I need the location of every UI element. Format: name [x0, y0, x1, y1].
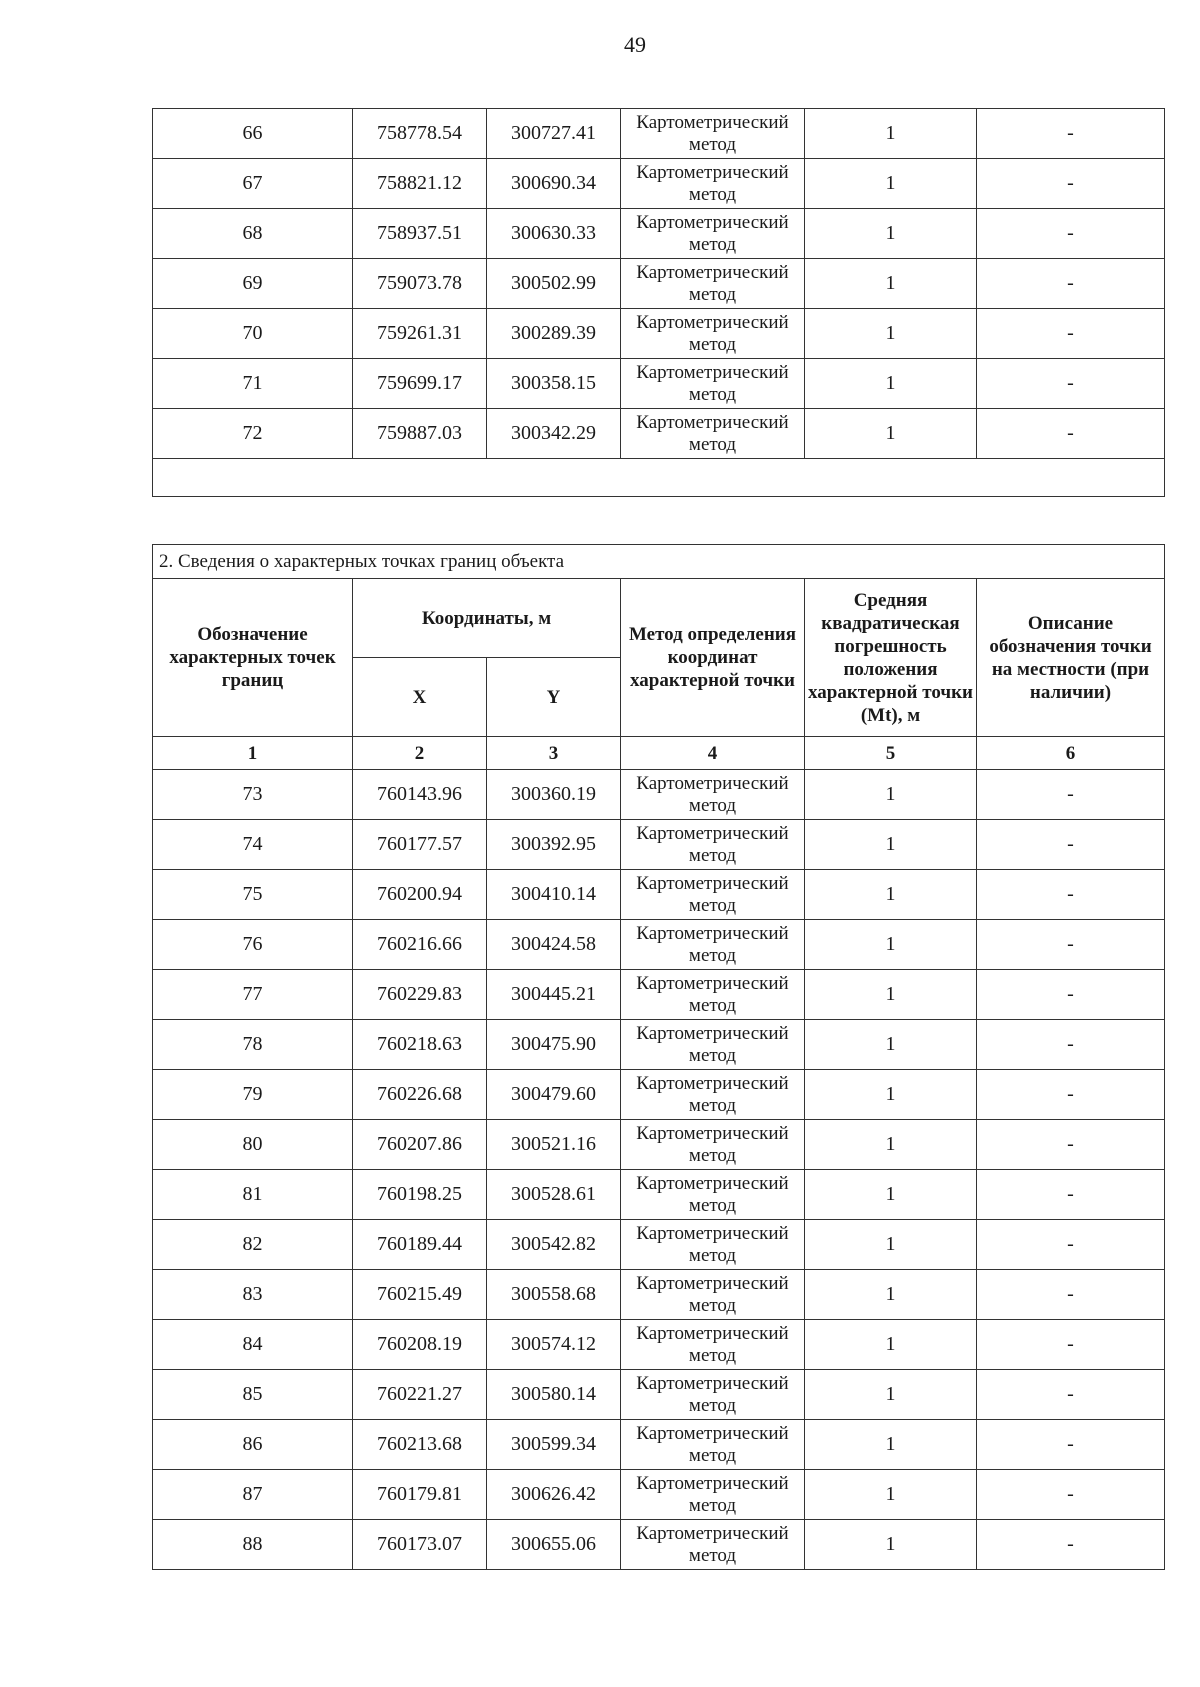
point-number: 79	[153, 1070, 353, 1120]
method-cell	[621, 770, 805, 820]
header-accuracy: Средняя квадратическая погрешность положения характерной точки (Mt), м	[805, 579, 977, 737]
coord-x: 760177.57	[353, 820, 487, 870]
coord-x: 760221.27	[353, 1370, 487, 1420]
table-row	[153, 1370, 1165, 1420]
table-row	[153, 1170, 1165, 1220]
method-cell	[621, 359, 805, 409]
header-description: Описание обозначения точки на местности (при наличии)	[977, 579, 1165, 737]
coord-x: 760216.66	[353, 920, 487, 970]
point-number: 77	[153, 970, 353, 1020]
coord-y: 300574.12	[487, 1320, 621, 1370]
table-row	[153, 1120, 1165, 1170]
coord-x: 760198.25	[353, 1170, 487, 1220]
description-value: -	[977, 1370, 1165, 1420]
accuracy-value: 1	[805, 409, 977, 459]
header-x: X	[353, 658, 487, 737]
point-number: 71	[153, 359, 353, 409]
method-text: метод	[688, 233, 737, 255]
empty-row	[153, 459, 1165, 497]
accuracy-value: 1	[805, 259, 977, 309]
point-number: 81	[153, 1170, 353, 1220]
table-row	[153, 209, 1165, 259]
accuracy-value: 1	[805, 159, 977, 209]
table-row	[153, 920, 1165, 970]
coord-y: 300558.68	[487, 1270, 621, 1320]
method-cell	[621, 1520, 805, 1570]
method-text: метод	[688, 1094, 737, 1116]
point-number: 87	[153, 1470, 353, 1520]
column-number: 5	[805, 737, 977, 770]
method-cell	[621, 970, 805, 1020]
method-cell	[621, 870, 805, 920]
method-cell	[621, 1370, 805, 1420]
coord-y: 300410.14	[487, 870, 621, 920]
coord-y: 300626.42	[487, 1470, 621, 1520]
point-number: 70	[153, 309, 353, 359]
coord-x: 760226.68	[353, 1070, 487, 1120]
method-text: Картометрический	[636, 1472, 789, 1494]
method-text: Картометрический	[636, 111, 789, 133]
method-cell	[621, 1470, 805, 1520]
coord-y: 300358.15	[487, 359, 621, 409]
point-number: 82	[153, 1220, 353, 1270]
description-value: -	[977, 770, 1165, 820]
table-row	[153, 109, 1165, 159]
method-text: метод	[688, 183, 737, 205]
coord-x: 759073.78	[353, 259, 487, 309]
method-cell	[621, 259, 805, 309]
points-table-continued	[152, 108, 1165, 497]
coord-x: 760173.07	[353, 1520, 487, 1570]
point-number: 84	[153, 1320, 353, 1370]
method-text: метод	[688, 133, 737, 155]
method-text: Картометрический	[636, 161, 789, 183]
coord-y: 300479.60	[487, 1070, 621, 1120]
table-row	[153, 1520, 1165, 1570]
method-text: Картометрический	[636, 1122, 789, 1144]
method-text: Картометрический	[636, 1372, 789, 1394]
accuracy-value: 1	[805, 1370, 977, 1420]
method-text: Картометрический	[636, 311, 789, 333]
method-cell	[621, 1120, 805, 1170]
table-row	[153, 309, 1165, 359]
accuracy-value: 1	[805, 209, 977, 259]
method-text: метод	[688, 844, 737, 866]
method-text: Картометрический	[636, 411, 789, 433]
point-number: 85	[153, 1370, 353, 1420]
accuracy-value: 1	[805, 1420, 977, 1470]
table-caption: 2. Сведения о характерных точках границ объекта	[153, 545, 1165, 579]
boundary-points-table-body	[153, 770, 1165, 1570]
method-text: метод	[688, 1244, 737, 1266]
method-cell	[621, 820, 805, 870]
table-row	[153, 159, 1165, 209]
accuracy-value: 1	[805, 1470, 977, 1520]
table-row	[153, 1320, 1165, 1370]
method-text: Картометрический	[636, 1522, 789, 1544]
method-text: метод	[688, 1494, 737, 1516]
method-text: метод	[688, 433, 737, 455]
table-row	[153, 1270, 1165, 1320]
coord-x: 760213.68	[353, 1420, 487, 1470]
point-number: 86	[153, 1420, 353, 1470]
method-cell	[621, 109, 805, 159]
description-value: -	[977, 109, 1165, 159]
coord-y: 300342.29	[487, 409, 621, 459]
description-value: -	[977, 820, 1165, 870]
coord-x: 760207.86	[353, 1120, 487, 1170]
coord-y: 300289.39	[487, 309, 621, 359]
coord-y: 300445.21	[487, 970, 621, 1020]
coord-x: 760200.94	[353, 870, 487, 920]
description-value: -	[977, 1520, 1165, 1570]
method-text: Картометрический	[636, 972, 789, 994]
coord-y: 300502.99	[487, 259, 621, 309]
point-number: 66	[153, 109, 353, 159]
description-value: -	[977, 1170, 1165, 1220]
method-text: Картометрический	[636, 1022, 789, 1044]
description-value: -	[977, 1470, 1165, 1520]
table-row	[153, 1020, 1165, 1070]
table-row	[153, 359, 1165, 409]
method-text: метод	[688, 333, 737, 355]
point-number: 75	[153, 870, 353, 920]
coord-y: 300392.95	[487, 820, 621, 870]
coord-x: 759887.03	[353, 409, 487, 459]
coord-y: 300521.16	[487, 1120, 621, 1170]
table-row	[153, 970, 1165, 1020]
description-value: -	[977, 209, 1165, 259]
coord-y: 300599.34	[487, 1420, 621, 1470]
table-caption-row	[153, 545, 1165, 579]
method-text: Картометрический	[636, 261, 789, 283]
points-table-continued-body	[153, 109, 1165, 459]
method-text: метод	[688, 1444, 737, 1466]
table-row	[153, 259, 1165, 309]
method-text: метод	[688, 794, 737, 816]
table-row	[153, 1070, 1165, 1120]
description-value: -	[977, 1120, 1165, 1170]
accuracy-value: 1	[805, 1270, 977, 1320]
coord-x: 759699.17	[353, 359, 487, 409]
coord-y: 300727.41	[487, 109, 621, 159]
table-row	[153, 409, 1165, 459]
method-cell	[621, 159, 805, 209]
point-number: 83	[153, 1270, 353, 1320]
method-cell	[621, 1320, 805, 1370]
point-number: 73	[153, 770, 353, 820]
accuracy-value: 1	[805, 1120, 977, 1170]
coord-x: 760215.49	[353, 1270, 487, 1320]
header-coordinates: Координаты, м	[353, 579, 621, 658]
table-row	[153, 1420, 1165, 1470]
coord-y: 300580.14	[487, 1370, 621, 1420]
table-row	[153, 1470, 1165, 1520]
method-text: метод	[688, 383, 737, 405]
accuracy-value: 1	[805, 870, 977, 920]
method-text: Картометрический	[636, 1422, 789, 1444]
method-text: Картометрический	[636, 772, 789, 794]
column-number: 4	[621, 737, 805, 770]
accuracy-value: 1	[805, 920, 977, 970]
method-cell	[621, 209, 805, 259]
method-cell	[621, 1070, 805, 1120]
description-value: -	[977, 870, 1165, 920]
description-value: -	[977, 159, 1165, 209]
method-text: метод	[688, 283, 737, 305]
table-row	[153, 770, 1165, 820]
method-text: Картометрический	[636, 1272, 789, 1294]
point-number: 72	[153, 409, 353, 459]
coord-y: 300475.90	[487, 1020, 621, 1070]
coord-x: 758821.12	[353, 159, 487, 209]
method-cell	[621, 1270, 805, 1320]
coord-x: 760143.96	[353, 770, 487, 820]
accuracy-value: 1	[805, 770, 977, 820]
column-number: 1	[153, 737, 353, 770]
method-text: метод	[688, 1394, 737, 1416]
method-text: Картометрический	[636, 922, 789, 944]
description-value: -	[977, 1420, 1165, 1470]
description-value: -	[977, 409, 1165, 459]
accuracy-value: 1	[805, 1520, 977, 1570]
column-number: 6	[977, 737, 1165, 770]
accuracy-value: 1	[805, 820, 977, 870]
header-row	[153, 579, 1165, 658]
method-text: метод	[688, 1144, 737, 1166]
method-text: Картометрический	[636, 1172, 789, 1194]
method-text: Картометрический	[636, 1322, 789, 1344]
method-cell	[621, 1020, 805, 1070]
point-number: 88	[153, 1520, 353, 1570]
method-text: Картометрический	[636, 1072, 789, 1094]
method-text: метод	[688, 894, 737, 916]
coord-x: 760179.81	[353, 1470, 487, 1520]
method-text: метод	[688, 1344, 737, 1366]
point-number: 76	[153, 920, 353, 970]
accuracy-value: 1	[805, 109, 977, 159]
coord-x: 760229.83	[353, 970, 487, 1020]
point-number: 78	[153, 1020, 353, 1070]
method-text: Картометрический	[636, 211, 789, 233]
description-value: -	[977, 309, 1165, 359]
table-row	[153, 870, 1165, 920]
accuracy-value: 1	[805, 1220, 977, 1270]
coord-y: 300542.82	[487, 1220, 621, 1270]
description-value: -	[977, 1070, 1165, 1120]
description-value: -	[977, 1270, 1165, 1320]
coord-x: 758937.51	[353, 209, 487, 259]
description-value: -	[977, 1320, 1165, 1370]
accuracy-value: 1	[805, 1320, 977, 1370]
point-number: 80	[153, 1120, 353, 1170]
method-cell	[621, 409, 805, 459]
accuracy-value: 1	[805, 359, 977, 409]
description-value: -	[977, 359, 1165, 409]
header-method: Метод определения координат характерной точки	[621, 579, 805, 737]
method-text: метод	[688, 994, 737, 1016]
accuracy-value: 1	[805, 970, 977, 1020]
method-cell	[621, 309, 805, 359]
coord-y: 300528.61	[487, 1170, 621, 1220]
method-text: Картометрический	[636, 361, 789, 383]
column-number-row	[153, 737, 1165, 770]
column-number: 3	[487, 737, 621, 770]
method-text: метод	[688, 1194, 737, 1216]
boundary-points-table	[152, 544, 1165, 1570]
accuracy-value: 1	[805, 1070, 977, 1120]
method-text: метод	[688, 1544, 737, 1566]
method-cell	[621, 1220, 805, 1270]
point-number: 67	[153, 159, 353, 209]
method-text: Картометрический	[636, 872, 789, 894]
accuracy-value: 1	[805, 309, 977, 359]
description-value: -	[977, 1020, 1165, 1070]
page-number: 49	[624, 32, 646, 57]
coord-y: 300655.06	[487, 1520, 621, 1570]
method-cell	[621, 920, 805, 970]
method-text: метод	[688, 944, 737, 966]
coord-x: 760189.44	[353, 1220, 487, 1270]
header-point-designation: Обозначение характерных точек границ	[153, 579, 353, 737]
description-value: -	[977, 970, 1165, 1020]
accuracy-value: 1	[805, 1020, 977, 1070]
table-row	[153, 820, 1165, 870]
point-number: 69	[153, 259, 353, 309]
coord-y: 300630.33	[487, 209, 621, 259]
method-text: метод	[688, 1294, 737, 1316]
table-row	[153, 1220, 1165, 1270]
method-text: Картометрический	[636, 1222, 789, 1244]
description-value: -	[977, 920, 1165, 970]
coord-y: 300360.19	[487, 770, 621, 820]
method-cell	[621, 1170, 805, 1220]
description-value: -	[977, 259, 1165, 309]
description-value: -	[977, 1220, 1165, 1270]
method-cell	[621, 1420, 805, 1470]
method-text: метод	[688, 1044, 737, 1066]
coord-x: 760208.19	[353, 1320, 487, 1370]
point-number: 74	[153, 820, 353, 870]
method-text: Картометрический	[636, 822, 789, 844]
point-number: 68	[153, 209, 353, 259]
coord-x: 760218.63	[353, 1020, 487, 1070]
accuracy-value: 1	[805, 1170, 977, 1220]
coord-y: 300424.58	[487, 920, 621, 970]
coord-x: 758778.54	[353, 109, 487, 159]
coord-x: 759261.31	[353, 309, 487, 359]
coord-y: 300690.34	[487, 159, 621, 209]
header-y: Y	[487, 658, 621, 737]
column-number: 2	[353, 737, 487, 770]
